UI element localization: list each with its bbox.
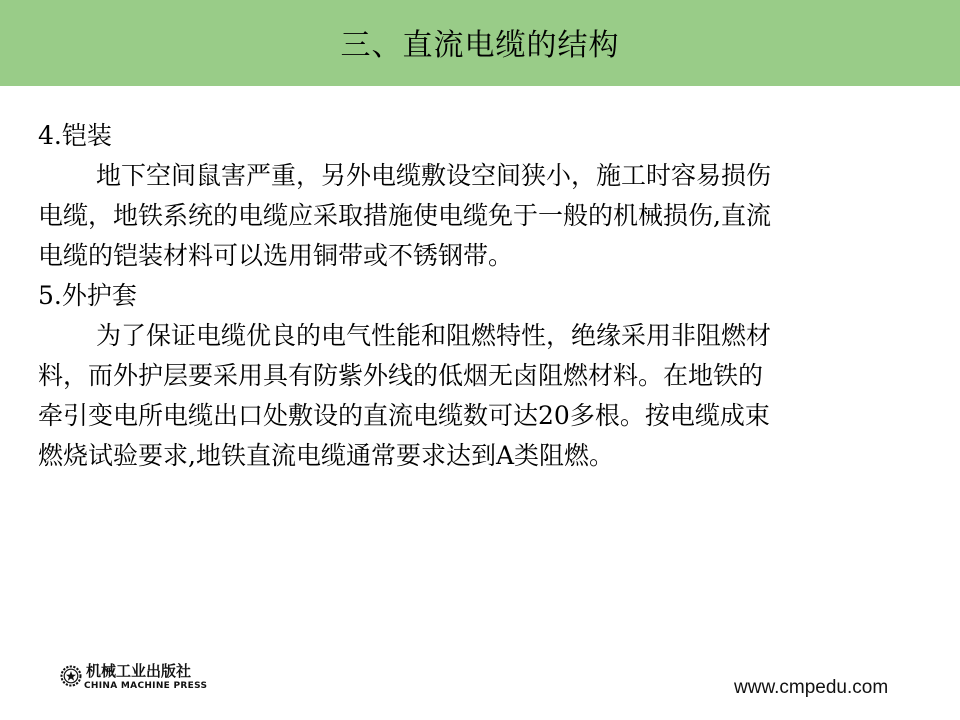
paragraph-text: 为了保证电缆优良的电气性能和阻燃特性，绝缘采用非阻燃材 料，而外护层要采用具有防紫外线的低烟无卤阻燃材料。在地铁的 牵引变电所电缆出口处敷设的直流电缆数可达20多根。按电缆成束 燃烧试验要求,地铁直流电缆通常要求达到A类阻燃。 <box>38 321 772 470</box>
website-url: www.cmpedu.com <box>734 677 889 698</box>
publisher-name-cn: 机械工业出版社 <box>86 662 192 680</box>
section-paragraph-outer-sheath <box>38 316 908 476</box>
paragraph-text: 地下空间鼠害严重，另外电缆敷设空间狭小，施工时容易损伤 电缆，地铁系统的电缆应采取措施使电缆免于一般的机械损伤,直流 电缆的铠装材料可以选用铜带或不锈钢带。 <box>38 161 772 270</box>
section-paragraph-armor <box>38 156 908 276</box>
title-bar <box>0 0 960 86</box>
slide-content <box>38 116 908 476</box>
gear-star-emblem-icon <box>60 665 82 687</box>
section-heading-armor: 4.铠装 <box>38 121 112 150</box>
slide-title: 三、直流电缆的结构 <box>340 28 620 63</box>
publisher-name-en: CHINA MACHINE PRESS <box>84 681 208 691</box>
publisher-logo <box>60 663 260 693</box>
section-heading-outer-sheath: 5.外护套 <box>38 281 137 310</box>
